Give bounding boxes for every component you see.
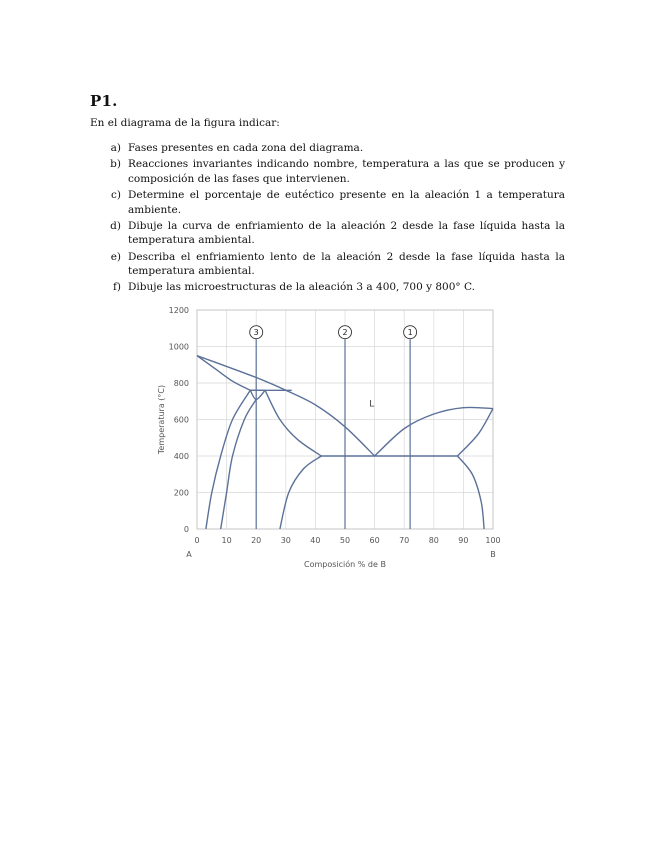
phase-boundary-solidus-B bbox=[457, 409, 493, 456]
x-tick-label: 30 bbox=[280, 536, 291, 545]
question-letter: f) bbox=[113, 281, 121, 294]
question-text: Dibuje la curva de enfriamiento de la aleación 2 desde la fase líquida hasta la temperatura ambiental. bbox=[128, 219, 565, 247]
question-text: Describa el enfriamiento lento de la aleación 2 desde la fase líquida hasta la temperatura ambiental. bbox=[128, 250, 565, 278]
x-tick-label: 70 bbox=[399, 536, 410, 545]
phase-boundary-alpha-solvus bbox=[206, 390, 250, 529]
x-tick-label: 100 bbox=[485, 536, 501, 545]
x-tick-label: 60 bbox=[369, 536, 380, 545]
question-text: Reacciones invariantes indicando nombre, temperatura a las que se producen y composición de las fases que intervienen. bbox=[128, 158, 565, 185]
question-letter: b) bbox=[110, 158, 121, 171]
question-item bbox=[90, 250, 565, 279]
phase-boundary-beta-solvus-left bbox=[221, 399, 257, 529]
phase-boundary-beta-right bbox=[265, 390, 321, 456]
question-item bbox=[90, 157, 565, 186]
question-letter: a) bbox=[110, 142, 121, 154]
alloy-label-2: 2 bbox=[342, 328, 348, 338]
question-item bbox=[90, 141, 565, 156]
x-axis-title: Composición % de B bbox=[304, 560, 386, 569]
x-tick-label: 40 bbox=[310, 536, 321, 545]
x-tick-label: 80 bbox=[428, 536, 439, 545]
y-tick-label: 1000 bbox=[168, 342, 189, 352]
question-letter: c) bbox=[111, 189, 121, 202]
question-letter: d) bbox=[110, 219, 121, 232]
x-tick-label: 10 bbox=[221, 536, 232, 545]
x-end-label-right: B bbox=[490, 550, 496, 559]
question-item bbox=[90, 280, 565, 295]
alloy-label-3: 3 bbox=[253, 328, 259, 338]
y-tick-label: 600 bbox=[173, 415, 189, 425]
x-end-label-left: A bbox=[186, 550, 192, 559]
question-list bbox=[90, 141, 565, 297]
question-text: Fases presentes en cada zona del diagrama. bbox=[128, 142, 364, 154]
region-label: L bbox=[369, 399, 375, 410]
intro-text: En el diagrama de la figura indicar: bbox=[90, 117, 280, 129]
y-tick-label: 1200 bbox=[168, 306, 189, 315]
question-item bbox=[90, 219, 565, 248]
question-item bbox=[90, 188, 565, 217]
x-tick-label: 90 bbox=[458, 536, 469, 545]
y-tick-label: 0 bbox=[183, 525, 189, 534]
y-axis-title: Temperatura (°C) bbox=[157, 384, 166, 455]
alloy-label-1: 1 bbox=[407, 328, 413, 338]
y-tick-label: 400 bbox=[173, 452, 189, 461]
question-text: Dibuje las microestructuras de la aleación 3 a 400, 700 y 800° C. bbox=[128, 281, 476, 294]
x-tick-label: 20 bbox=[251, 536, 262, 545]
problem-heading: P1. bbox=[90, 92, 118, 110]
x-tick-label: 0 bbox=[194, 536, 200, 545]
phase-boundary-beta-left-top bbox=[250, 390, 265, 399]
question-text: Determine el porcentaje de eutéctico presente en la aleación 1 a temperatura ambiente. bbox=[128, 189, 565, 216]
y-tick-label: 800 bbox=[173, 379, 189, 388]
x-tick-label: 50 bbox=[339, 536, 351, 545]
y-tick-label: 200 bbox=[173, 488, 189, 498]
phase-diagram-chart bbox=[155, 300, 505, 575]
question-letter: e) bbox=[110, 250, 121, 263]
